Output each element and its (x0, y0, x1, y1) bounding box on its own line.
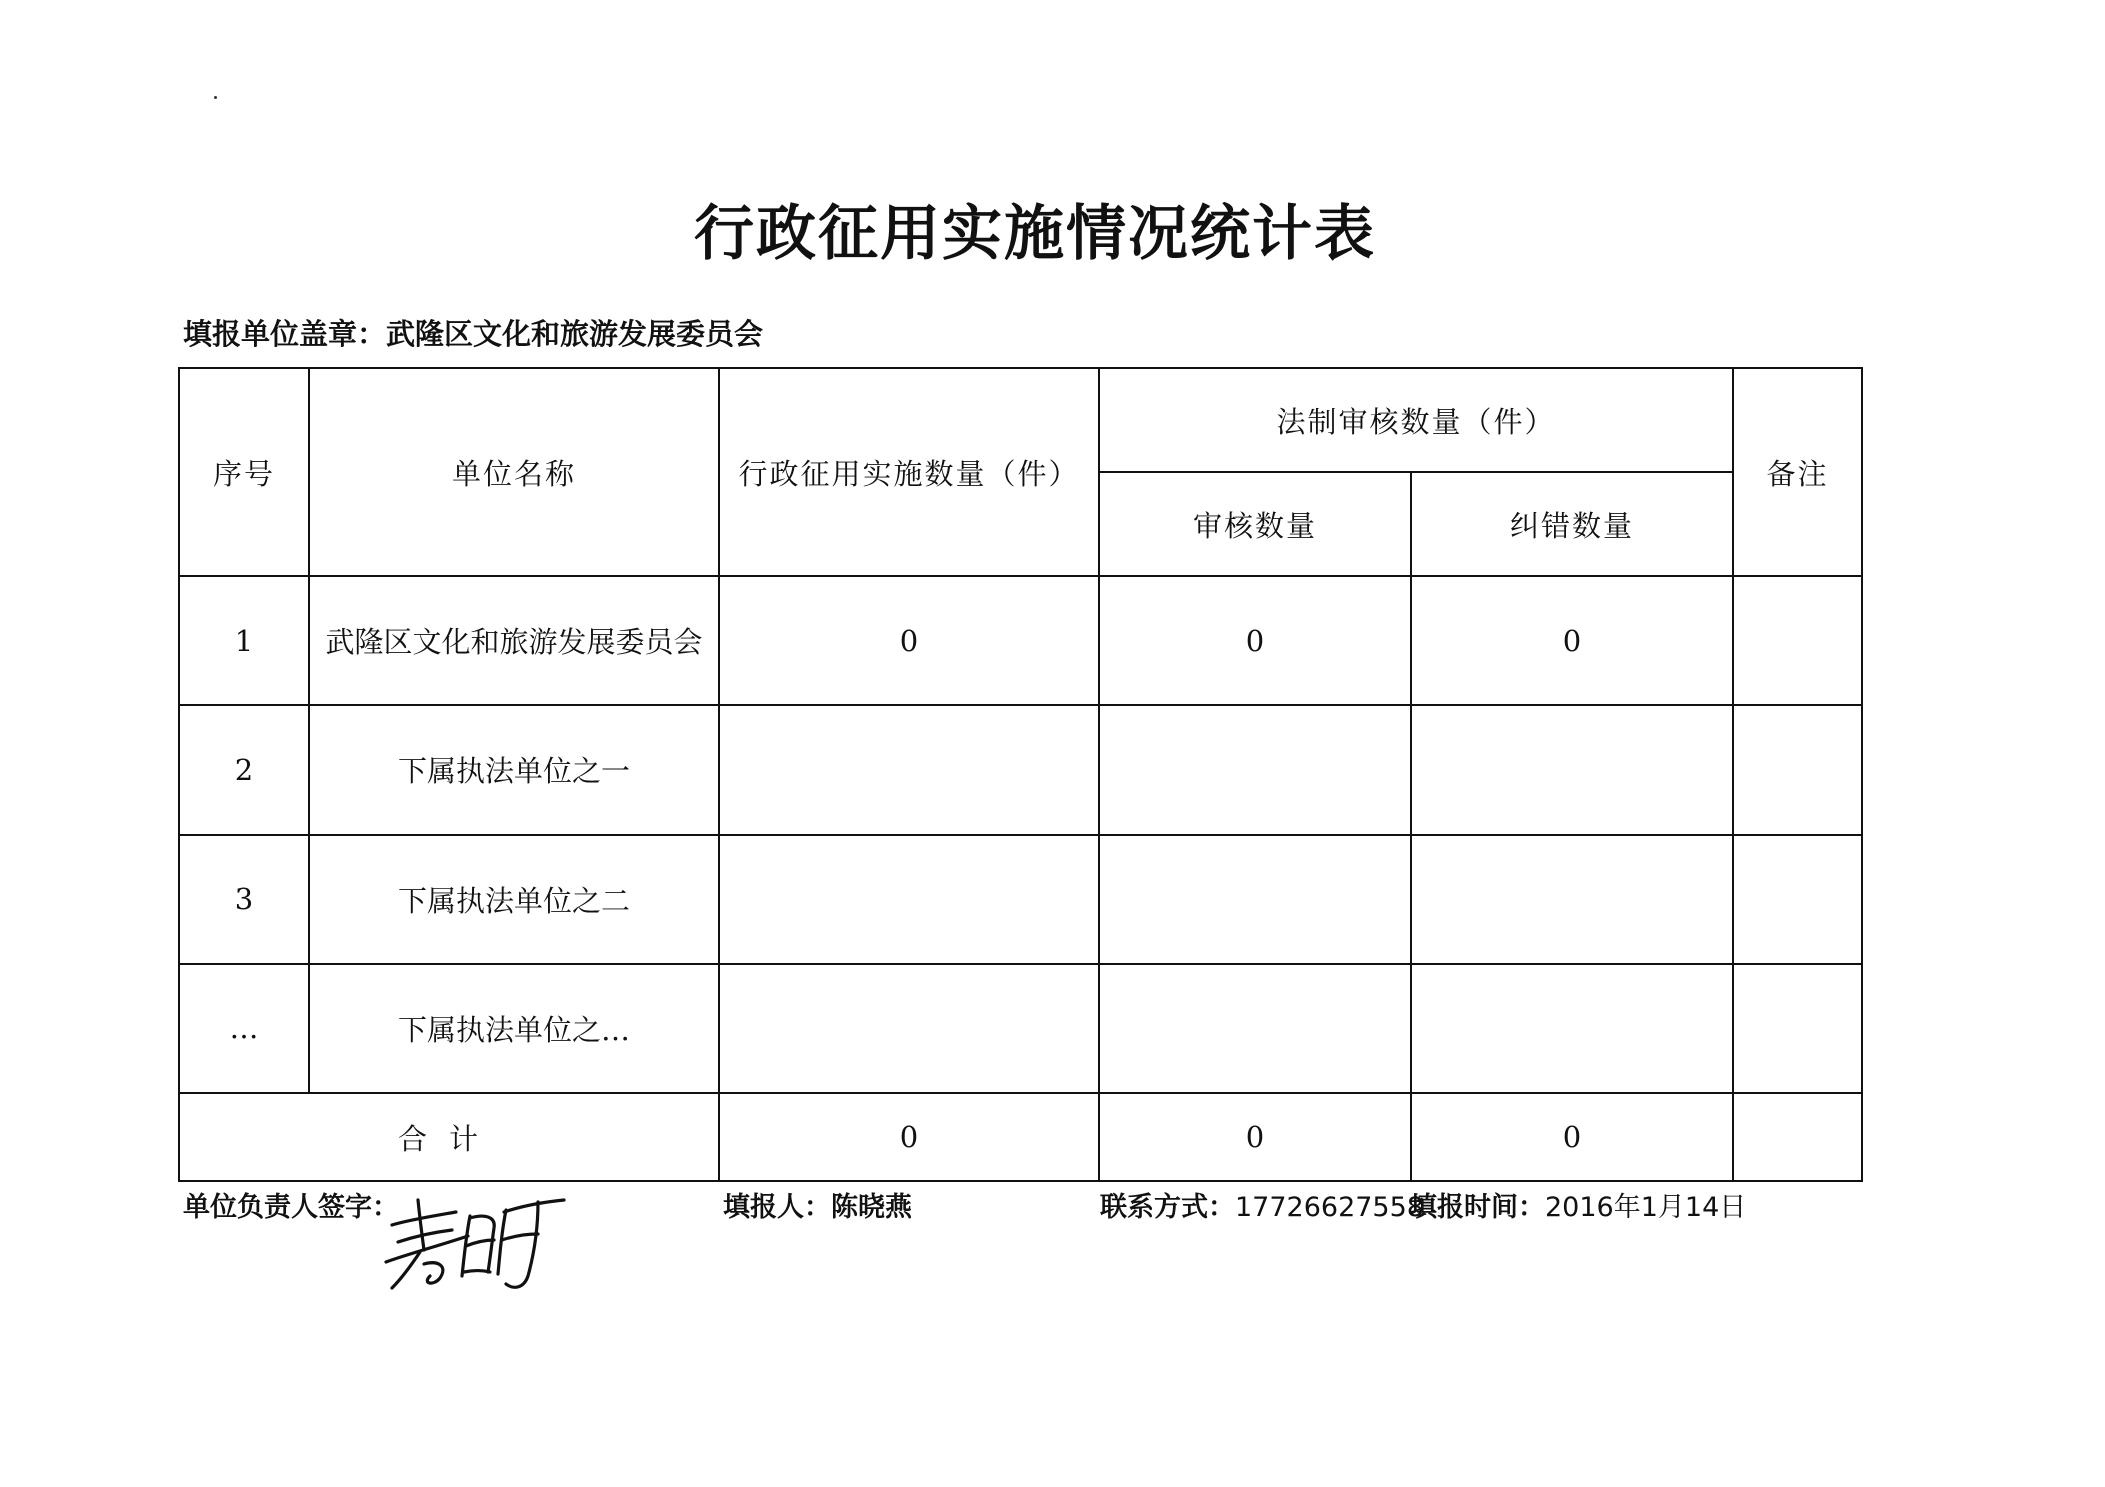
cell-unit-name: 下属执法单位之… (309, 964, 719, 1093)
cell-serial: 3 (179, 835, 309, 964)
reporting-unit-label: 填报单位盖章： (183, 317, 387, 351)
reporter-name: 陈晓燕 (831, 1192, 912, 1223)
handwritten-signature (378, 1180, 573, 1300)
cell-review-count (1099, 705, 1411, 834)
cell-serial: 2 (179, 705, 309, 834)
table-row (179, 835, 1862, 964)
cell-unit-name: 下属执法单位之二 (309, 835, 719, 964)
cell-review-count (1099, 964, 1411, 1093)
cell-correction-count (1411, 835, 1733, 964)
total-label: 合计 (179, 1093, 719, 1181)
reporter-label: 填报人： (723, 1192, 831, 1223)
cell-serial: 1 (179, 576, 309, 705)
header-review-count: 审核数量 (1099, 472, 1411, 576)
cell-unit-name: 下属执法单位之一 (309, 705, 719, 834)
cell-correction-count (1411, 964, 1733, 1093)
cell-requisition-count (719, 705, 1099, 834)
cell-remarks (1733, 964, 1862, 1093)
cell-review-count: 0 (1099, 576, 1411, 705)
head-signature-label: 单位负责人签字： (183, 1192, 399, 1223)
cell-remarks (1733, 835, 1862, 964)
header-serial: 序号 (179, 368, 309, 576)
contact-phone: 17726627558 (1235, 1192, 1424, 1223)
cell-remarks (1733, 705, 1862, 834)
cell-requisition-count (719, 835, 1099, 964)
reporting-unit-name: 武隆区文化和旅游发展委员会 (386, 317, 764, 351)
header-remarks: 备注 (1733, 368, 1862, 576)
date-label: 填报时间： (1410, 1192, 1545, 1223)
total-row (179, 1093, 1862, 1181)
report-date: 2016年1月14日 (1545, 1192, 1747, 1223)
total-requisition-count: 0 (719, 1093, 1099, 1181)
cell-review-count (1099, 835, 1411, 964)
reporter-line (723, 1190, 912, 1226)
cell-requisition-count: 0 (719, 576, 1099, 705)
cell-correction-count (1411, 705, 1733, 834)
header-unit-name: 单位名称 (309, 368, 719, 576)
cell-serial: … (179, 964, 309, 1093)
header-correction-count: 纠错数量 (1411, 472, 1733, 576)
cell-unit-name: 武隆区文化和旅游发展委员会 (309, 576, 719, 705)
date-line (1410, 1190, 1746, 1226)
statistics-table (178, 367, 1863, 1182)
contact-label: 联系方式： (1100, 1192, 1235, 1223)
table-row (179, 705, 1862, 834)
cell-remarks (1733, 576, 1862, 705)
header-legal-review-group: 法制审核数量（件） (1099, 368, 1733, 472)
reporting-unit-line (183, 315, 763, 353)
total-remarks (1733, 1093, 1862, 1181)
contact-line (1100, 1190, 1424, 1226)
table-row (179, 964, 1862, 1093)
cell-correction-count: 0 (1411, 576, 1733, 705)
scan-speck (214, 96, 217, 99)
page-title: 行政征用实施情况统计表 (694, 199, 1376, 269)
total-review-count: 0 (1099, 1093, 1411, 1181)
cell-requisition-count (719, 964, 1099, 1093)
total-correction-count: 0 (1411, 1093, 1733, 1181)
header-requisition-count: 行政征用实施数量（件） (719, 368, 1099, 576)
table-row (179, 576, 1862, 705)
